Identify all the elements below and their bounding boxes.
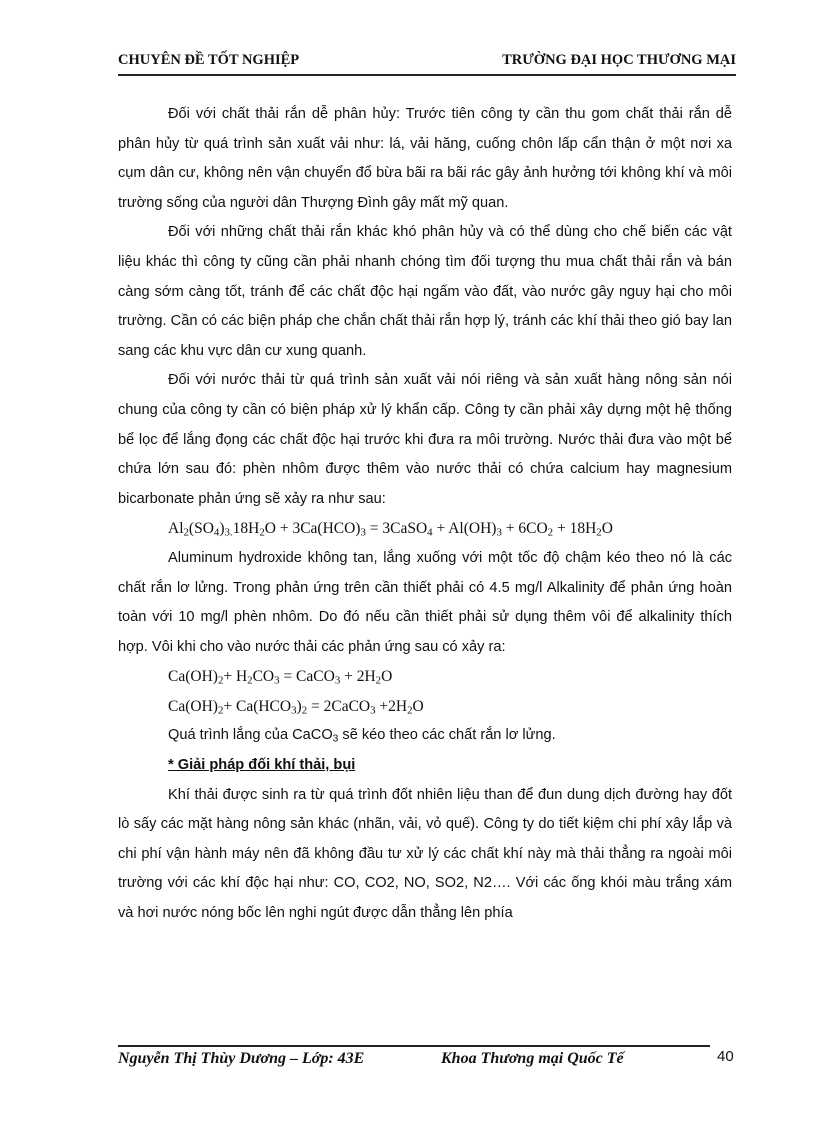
- paragraph-exhaust-gas: Khí thải được sinh ra từ quá trình đốt nhiên liệu than để đun dung dịch đường hay đốt lò sấy các mặt hàng nông sản khác (nhãn, vải, vỏ quế). Công ty do tiết kiệm chi phí xây lắp và chi phí vận hành máy nên đã không đầu tư xử lý các chất khí này mà thải thẳng ra ngoài môi trường với các khí độc hại như: CO, CO2, NO, SO2, N2…. Với các ống khói màu trắng xám và hơi nước nóng bốc lên nghi ngút được dẫn thẳng lên phía: [118, 786, 732, 922]
- formula-lime-carbonic: $Ca(OH)_2+ H_2CO_3$ = CaCO$_3$ + $2H_2O$: [168, 668, 393, 687]
- header-left-title: CHUYÊN ĐỀ TỐT NGHIỆP: [118, 52, 300, 68]
- footer-faculty: Khoa Thương mại Quốc Tế: [441, 1050, 624, 1067]
- paragraph-solid-waste-nondecomposable: Đối với những chất thải rắn khác khó phân hủy và có thể dùng cho chế biến các vật liệu khác thì công ty cũng cần phải nhanh chóng tìm đối tượng thu mua chất thải rắn và bán càng sớm càng tốt, tránh để các chất độc hại ngấm vào đất, vào nước gây nguy hại cho môi trường. Cần có các biện pháp che chắn chất thải rắn hợp lý, tránh các khí thải theo gió bay lan sang các khu vực dân cư xung quanh.: [118, 224, 732, 359]
- page-footer: [118, 1050, 624, 1068]
- page-header: [118, 52, 736, 76]
- paragraph-caco3-settling: Quá trình lắng của CaCO$_3$ sẽ kéo theo các chất rắn lơ lửng.: [168, 727, 556, 746]
- paragraph-wastewater: Đối với nước thải từ quá trình sản xuất vải nói riêng và sản xuất hàng nông sản nói chung của công ty cần có biện pháp xử lý khẩn cấp. Công ty cần phải xây dựng một hệ thống bể lọc để lắng đọng các chất độc hại trước khi đưa ra môi trường. Nước thải đưa vào một bể chứa lớn sau đó: phèn nhôm được thêm vào nước thải có chứa calcium hay magnesium bicarbonate phản ứng sẽ xảy ra như sau:: [118, 372, 732, 507]
- document-body: [118, 100, 732, 929]
- header-right-title: TRƯỜNG ĐẠI HỌC THƯƠNG MẠI: [502, 52, 736, 68]
- formula-lime-bicarbonate: $Ca(OH)_2+ Ca(HCO_3)_2$ = 2CaCO$_3$ $+2H_2O$: [168, 697, 424, 717]
- section-heading-exhaust: * Giải pháp đối khí thải, bụi: [168, 757, 356, 774]
- page-number: 40: [717, 1048, 734, 1065]
- footer-author: Nguyễn Thị Thùy Dương – Lớp: 43E: [118, 1050, 365, 1067]
- formula-alum-reaction: $Al_2(SO_4)_{3.}18H_2O + 3Ca(HCO)_3$ = 3CaSO$_4$ + $Al(OH)_3 + 6CO_2 + 18H_2O$: [168, 520, 613, 540]
- paragraph-solid-waste-decomposable: Đối với chất thải rắn dễ phân hủy: Trước tiên công ty cần thu gom chất thải rắn dễ phân hủy từ quá trình sản xuất vải như: lá, vải hăng, cuống chôn lấp cẩn thận ở một nơi xa cụm dân cư, không nên vận chuyển đổ bừa bãi ra bãi rác gây ảnh hưởng tới không khí và môi trường sống của người dân Thượng Đình gây mất mỹ quan.: [118, 106, 732, 211]
- paragraph-aluminum-hydroxide: Aluminum hydroxide không tan, lắng xuống với một tốc độ chậm kéo theo nó là các chất rắn lơ lửng. Trong phản ứng trên cần thiết phải có 4.5 mg/l Alkalinity để phản ứng hoàn toàn với 10 mg/l phèn nhôm. Do đó nếu cần thiết phải sử dụng thêm vôi để alkalinity thích hợp. Vôi khi cho vào nước thải các phản ứng sau có xảy ra:: [118, 549, 732, 655]
- footer-divider: [118, 1045, 710, 1047]
